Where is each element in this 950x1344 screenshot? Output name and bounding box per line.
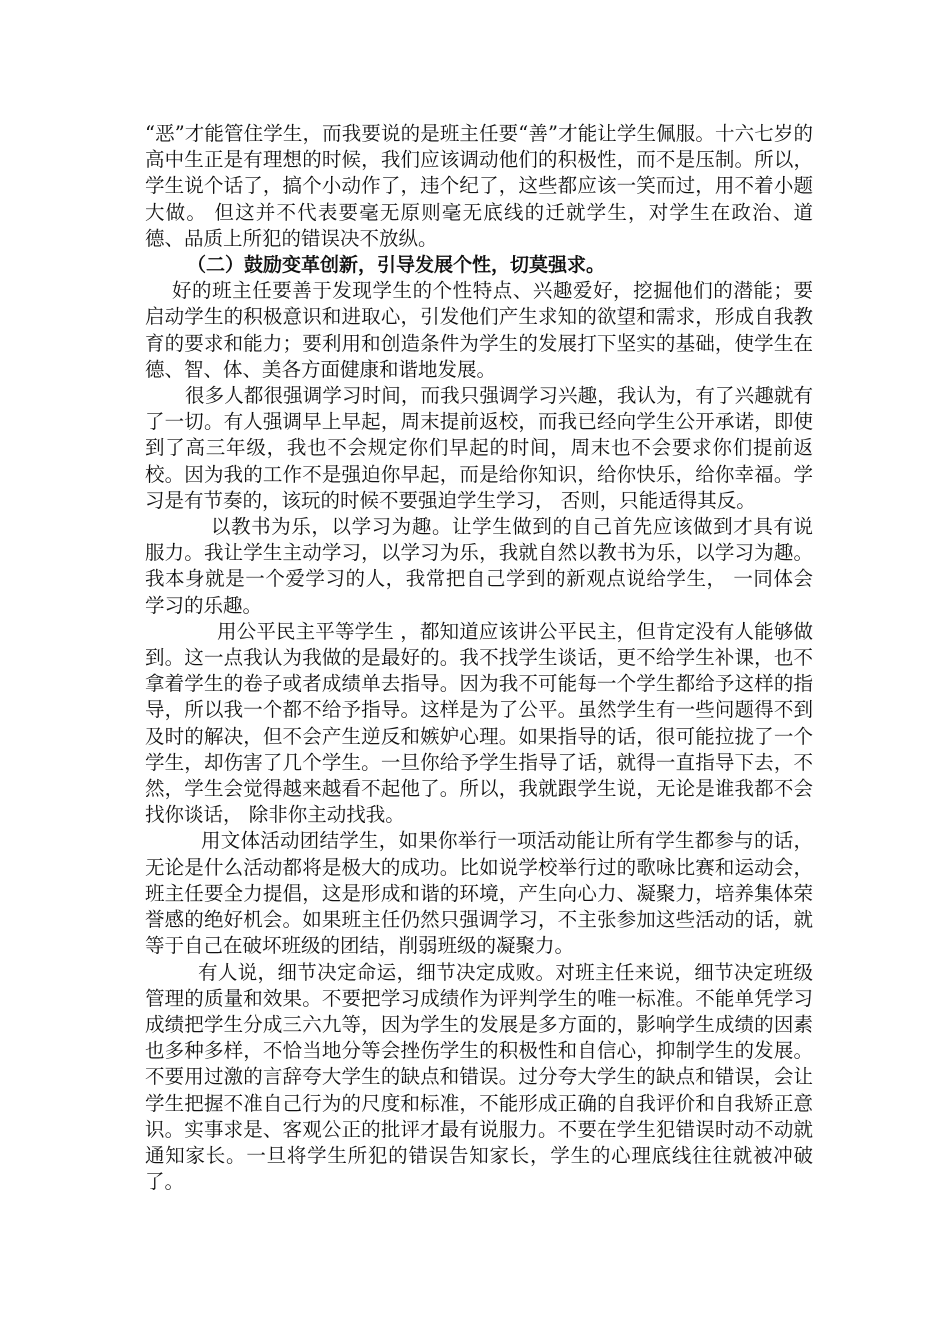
paragraph-activities: 用文体活动团结学生，如果你举行一项活动能让所有学生都参与的话，无论是什么活动都将是极大的成功。比如说学校举行过的歌咏比赛和运动会，班主任要全力提倡，这是形成和谐的环境，产生向心力、凝聚力，培养集体荣誉感的绝好机会。如果班主任仍然只强调学习，不主张参加这些活动的话，就等于自己在破坏班级的团结，削弱班级的凝聚力。 xyxy=(145,829,813,958)
paragraph-details: 有人说，细节决定命运，细节决定成败。对班主任来说，细节决定班级管理的质量和效果。不要把学习成绩作为评判学生的唯一标准。不能单凭学习成绩把学生分成三六九等，因为学生的发展是多方面的，影响学生成绩的因素也多种多样，不恰当地分等会挫伤学生的积极性和自信心，抑制学生的发展。不要用过激的言辞夸大学生的缺点和错误。过分夸大学生的缺点和错误，会让学生把握不准自己行为的尺度和标准，不能形成正确的自我评价和自我矫正意识。实事求是、客观公正的批评才最有说服力。不要在学生犯错误时动不动就通知家长。一旦将学生所犯的错误告知家长，学生的心理底线往往就被冲破了。 xyxy=(145,960,813,1194)
paragraph-interest: 很多人都很强调学习时间，而我只强调学习兴趣，我认为，有了兴趣就有了一切。有人强调早上早起，周末提前返校，而我已经向学生公开承诺，即使到了高三年级，我也不会规定你们早起的时间，周末也不会要求你们提前返校。因为我的工作不是强迫你早起，而是给你知识，给你快乐，给你幸福。学习是有节奏的，该玩的时候不要强迫学生学习， 否则，只能适得其反。 xyxy=(145,384,813,512)
paragraph-individuality: 好的班主任要善于发现学生的个性特点、兴趣爱好，挖掘他们的潜能；要启动学生的积极意识和进取心，引发他们产生求知的欲望和需求，形成自我教育的要求和能力；要利用和创造条件为学生的发展打下坚实的基础，使学生在德、智、体、美各方面健康和谐地发展。 xyxy=(145,279,813,381)
paragraph-teaching-joy: 以教书为乐，以学习为趣。让学生做到的自己首先应该做到才具有说服力。我让学生主动学习，以学习为乐，我就自然以教书为乐，以学习为趣。我本身就是一个爱学习的人，我常把自己学到的新观点说给学生， 一同体会学习的乐趣。 xyxy=(145,515,813,617)
section-heading: （二）鼓励变革创新，引导发展个性，切莫强求。 xyxy=(187,254,606,277)
paragraph-continuation: “恶”才能管住学生，而我要说的是班主任要“善”才能让学生佩服。十六七岁的高中生正是有理想的时候，我们应该调动他们的积极性，而不是压制。所以，学生说个话了，搞个小动作了，违个纪了，这些都应该一笑而过，用不着小题大做。 但这并不代表要毫无原则毫无底线的迁就学生，对学生在政治、道德、品质上所犯的错误决不放纵。 xyxy=(145,122,813,250)
paragraph-fairness: 用公平民主平等学生 ，都知道应该讲公平民主，但肯定没有人能够做到。这一点我认为我做的是最好的。我不找学生谈话，更不给学生补课，也不拿着学生的卷子或者成绩单去指导。因为我不可能每一个学生都给予这样的指导，所以我一个都不给予指导。这样是为了公平。虽然学生有一些问题得不到及时的解决，但不会产生逆反和嫉妒心理。如果指导的话，很可能拉拢了一个学生，却伤害了几个学生。一旦你给予学生指导了话，就得一直指导下去，不然，学生会觉得越来越看不起他了。所以，我就跟学生说，无论是谁我都不会找你谈话， 除非你主动找我。 xyxy=(145,619,813,827)
document-body xyxy=(145,121,813,1195)
